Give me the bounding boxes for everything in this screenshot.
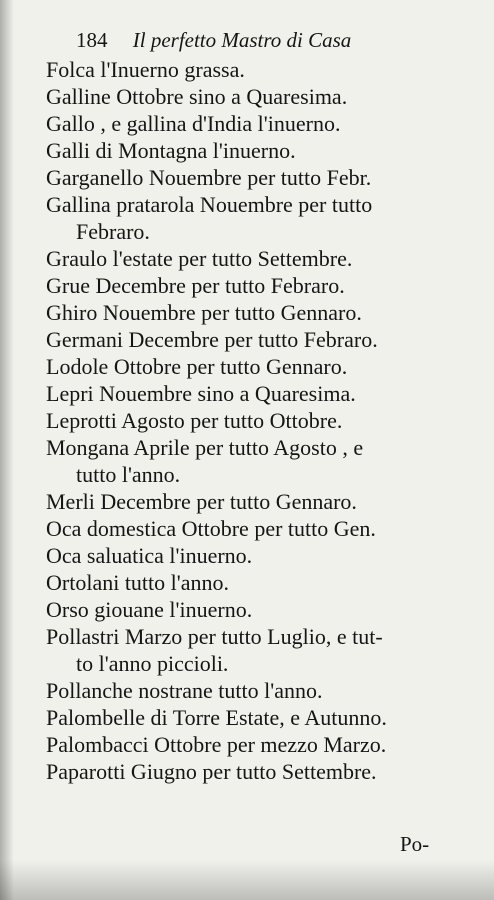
page-header: [76, 28, 351, 53]
bottom-shadow: [0, 860, 494, 900]
list-item: Graulo l'estate per tutto Settembre.: [46, 246, 353, 271]
list-item: Palombelle di Torre Estate, e Autunno.: [46, 705, 387, 730]
list-item-continuation: Febraro.: [76, 219, 150, 244]
list-item: Pollastri Marzo per tutto Luglio, e tut-: [46, 624, 383, 649]
list-item: Lepri Nouembre sino a Quaresima.: [46, 381, 356, 406]
list-item: Galline Ottobre sino a Quaresima.: [46, 84, 348, 109]
list-item: Mongana Aprile per tutto Agosto , e: [46, 435, 364, 460]
list-item: Oca saluatica l'inuerno.: [46, 543, 253, 568]
list-item: Paparotti Giugno per tutto Settembre.: [46, 759, 377, 784]
list-item: Galli di Montagna l'inuerno.: [46, 138, 296, 163]
list-item: Lodole Ottobre per tutto Gennaro.: [46, 354, 348, 379]
list-item: Oca domestica Ottobre per tutto Gen.: [46, 516, 376, 541]
list-item: Pollanche nostrane tutto l'anno.: [46, 678, 323, 703]
list-item: Orso giouane l'inuerno.: [46, 597, 253, 622]
running-head: Il perfetto Mastro di Casa: [132, 28, 352, 52]
catchword: Po-: [400, 832, 430, 856]
list-item: Palombacci Ottobre per mezzo Marzo.: [46, 732, 387, 757]
list-item: Gallina pratarola Nouembre per tutto: [46, 192, 373, 217]
gutter-shadow: [0, 0, 14, 900]
list-item-continuation: tutto l'anno.: [76, 462, 181, 487]
list-item-continuation: to l'anno piccioli.: [76, 651, 229, 676]
page-number: 184: [76, 28, 108, 52]
list-item: Merli Decembre per tutto Gennaro.: [46, 489, 357, 514]
list-item: Germani Decembre per tutto Febraro.: [46, 327, 378, 352]
list-item: Leprotti Agosto per tutto Ottobre.: [46, 408, 343, 433]
list-item: Ghiro Nouembre per tutto Gennaro.: [46, 300, 362, 325]
list-item: Folca l'Inuerno grassa.: [46, 57, 245, 82]
entry-list: [46, 56, 474, 785]
list-item: Garganello Nouembre per tutto Febr.: [46, 165, 372, 190]
list-item: Gallo , e gallina d'India l'inuerno.: [46, 111, 341, 136]
list-item: Grue Decembre per tutto Febraro.: [46, 273, 345, 298]
list-item: Ortolani tutto l'anno.: [46, 570, 229, 595]
